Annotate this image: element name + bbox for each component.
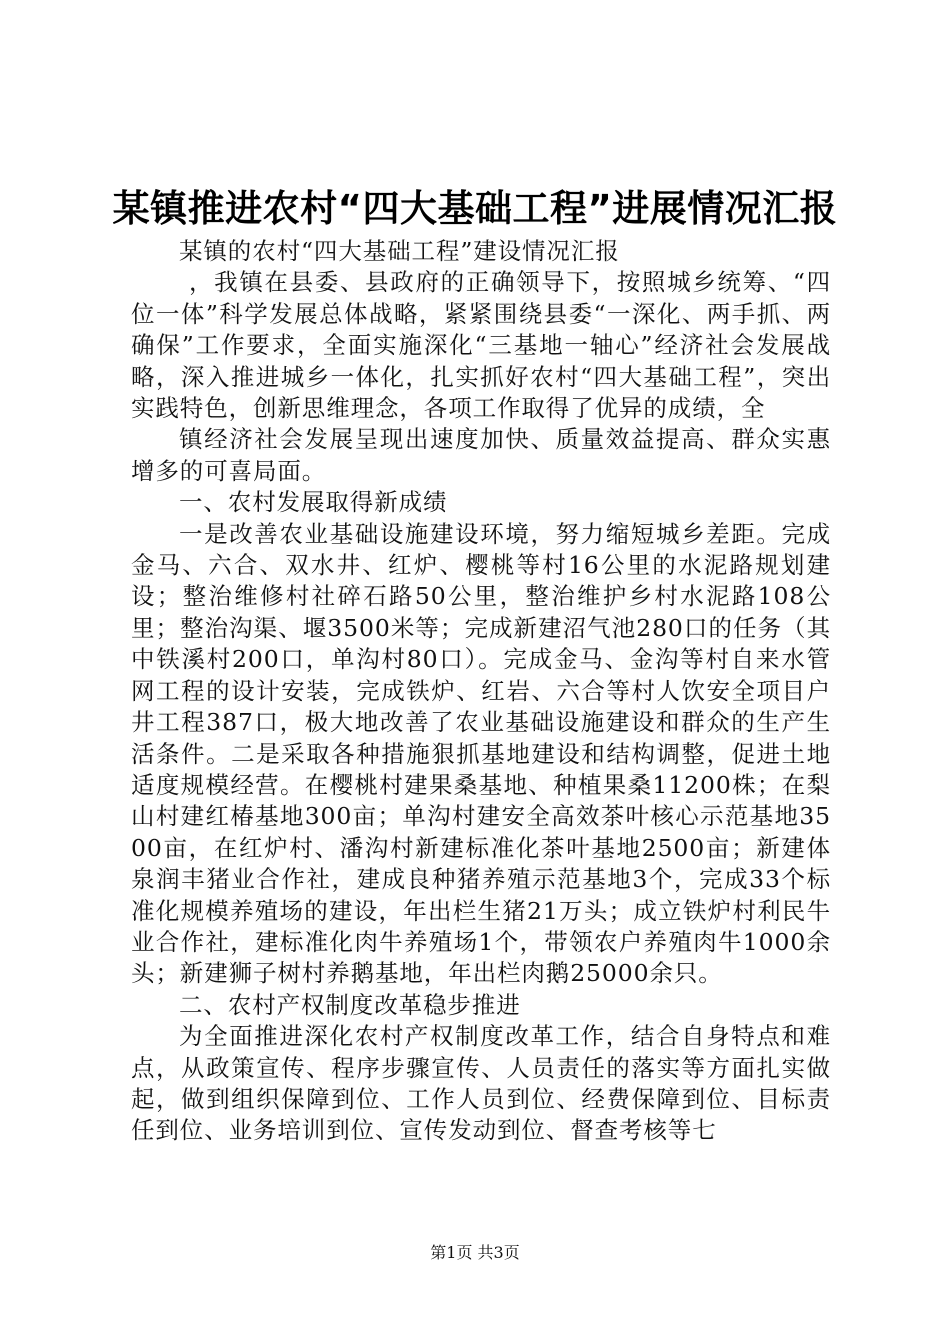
paragraph-section-2: 为全面推进深化农村产权制度改革工作，结合自身特点和难点，从政策宣传、程序步骤宣传、人员责任的落实等方面扎实做起，做到组织保障到位、工作人员到位、经费保障到位、目标责任到位、业务培训到位、宣传发动到位、督查考核等七	[131, 1022, 831, 1145]
paragraph-subtitle: 某镇的农村“四大基础工程”建设情况汇报	[179, 237, 620, 265]
document-title: 某镇推进农村“四大基础工程”进展情况汇报	[112, 187, 838, 230]
paragraph-section-1: 一是改善农业基础设施建设环境，努力缩短城乡差距。完成金马、六合、双水井、红炉、樱桃等村16公里的水泥路规划建设；整治维修村社碎石路50公里，整治维护乡村水泥路108公里；整治沟渠、堰3500米等；完成新建沼气池280口的任务（其中铁溪村200口，单沟村80口）。完成金马、金沟等村自来水管网工程的设计安装，完成铁炉、红岩、六合等村人饮安全项目户井工程387口，极大地改善了农业基础设施建设和群众的生产生活条件。二是采取各种措施狠抓基地建设和结构调整，促进土地适度规模经营。在樱桃村建果桑基地、种植果桑11200株；在梨山村建红椿基地300亩；单沟村建安全高效茶叶核心示范基地3500亩，在红炉村、潘沟村新建标准化茶叶基地2500亩；新建体泉润丰猪业合作社，建成良种猪养殖示范基地3个，完成33个标准化规模养殖场的建设，年出栏生猪21万头；成立铁炉村利民牛业合作社，建标准化肉牛养殖场1个，带领农户养殖肉牛1000余头；新建狮子树村养鹅基地，年出栏肉鹅25000余只。	[131, 519, 831, 988]
section-heading-1: 一、农村发展取得新成绩	[179, 488, 448, 517]
page-footer: 第1页 共3页	[430, 1243, 520, 1262]
paragraph-intro-continued: 镇经济社会发展呈现出速度加快、质量效益提高、群众实惠增多的可喜局面。	[131, 425, 831, 485]
paragraph-intro: ，我镇在县委、县政府的正确领导下，按照城乡统筹、“四位一体”科学发展总体战略，紧紧围绕县委“一深化、两手抓、两确保”工作要求，全面实施深化“三基地一轴心”经济社会发展战略，深入推进城乡一体化，扎实抓好农村“四大基础工程”，突出实践特色，创新思维理念，各项工作取得了优异的成绩，全	[131, 268, 831, 423]
section-heading-2: 二、农村产权制度改革稳步推进	[179, 990, 521, 1019]
document-body	[131, 236, 831, 1147]
